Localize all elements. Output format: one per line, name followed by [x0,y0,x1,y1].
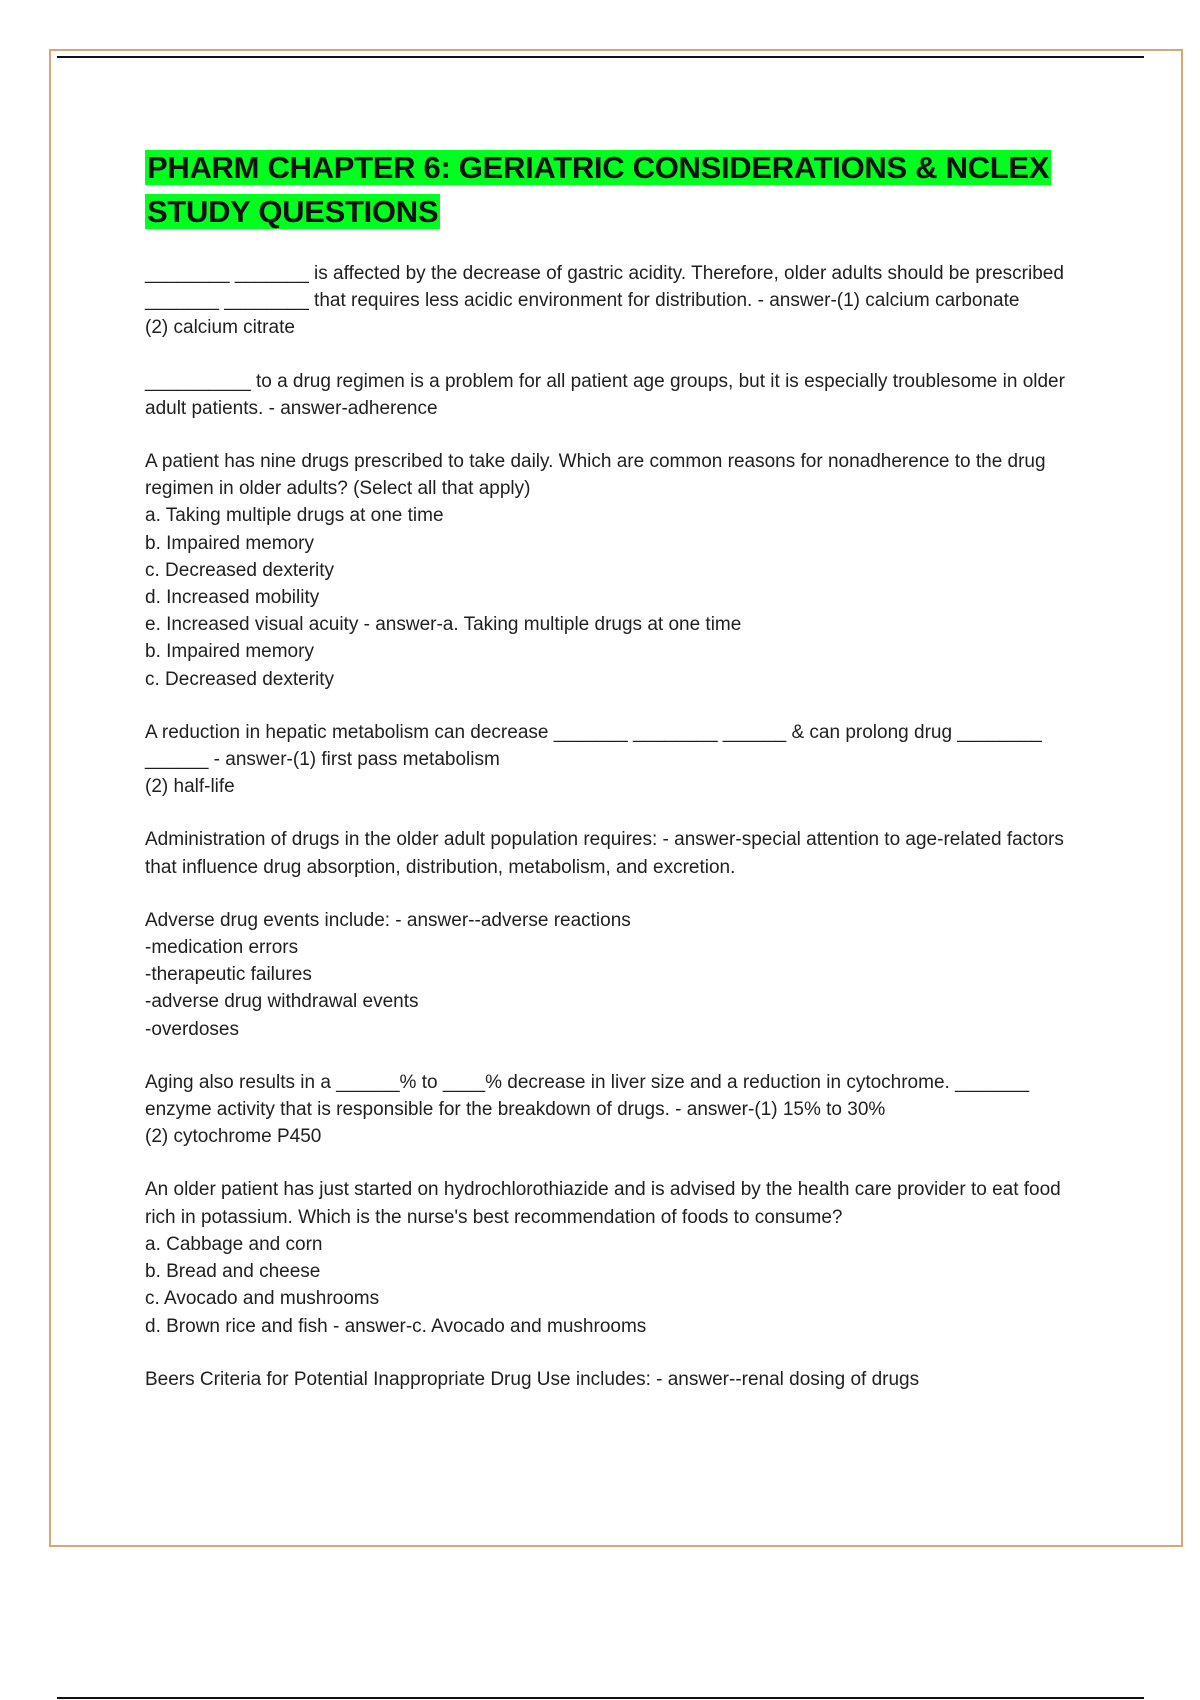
flashcard-potassium-foods: An older patient has just started on hydrochlorothiazide and is advised by the health care provider to eat food rich in potassium. Which is the nurse's best recommendation of foods to consume? a. Cabbage and corn b. Bread and cheese c. Avocado and mushrooms d. Brown rice and fish - answer-c. Avocado and mushrooms [145,1179,1061,1337]
flashcard-adverse-events: Adverse drug events include: - answer--adverse reactions -medication errors -therapeutic failures -adverse drug withdrawal events -overdoses [145,909,631,1040]
bottom-rule [57,1697,1144,1699]
flashcard-calcium: ________ _______ is affected by the decrease of gastric acidity. Therefore, older adults should be prescribed _______ ________ that requires less acidic environment for distribution. - answer-(1) calcium carbonate (2) calcium citrate [145,263,1064,339]
flashcard-nonadherence-reasons: A patient has nine drugs prescribed to take daily. Which are common reasons for nonadherence to the drug regimen in older adults? (Select all that apply) a. Taking multiple drugs at one time b. Impaired memory c. Decreased dexterity d. Increased mobility e. Increased visual acuity - answer-a. Taking multiple drugs at one time b. Impaired memory c. Decreased dexterity [145,451,1046,690]
document-body [145,146,1085,1419]
flashcard-administration: Administration of drugs in the older adult population requires: - answer-special attention to age-related factors that influence drug absorption, distribution, metabolism, and excretion. [145,829,1064,878]
flashcard-adherence: __________ to a drug regimen is a problem for all patient age groups, but it is especially troublesome in older adult patients. - answer-adherence [145,370,1065,419]
flashcard-hepatic-metabolism: A reduction in hepatic metabolism can decrease _______ ________ ______ & can prolong drug ________ ______ - answer-(1) first pass metabolism (2) half-life [145,721,1042,798]
document-title-highlight: PHARM CHAPTER 6: GERIATRIC CONSIDERATIONS & NCLEX STUDY QUESTIONS [147,150,1050,229]
top-rule [57,56,1144,58]
flashcard-liver-size: Aging also results in a ______% to ____% decrease in liver size and a reduction in cytochrome. _______ enzyme activity that is responsible for the breakdown of drugs. - answer-(1) 15% to 30% (2) cytochrome P450 [145,1071,1030,1148]
flashcard-beers-criteria: Beers Criteria for Potential Inappropriate Drug Use includes: - answer--renal dosing of drugs [145,1368,920,1390]
document-title [145,146,1085,234]
